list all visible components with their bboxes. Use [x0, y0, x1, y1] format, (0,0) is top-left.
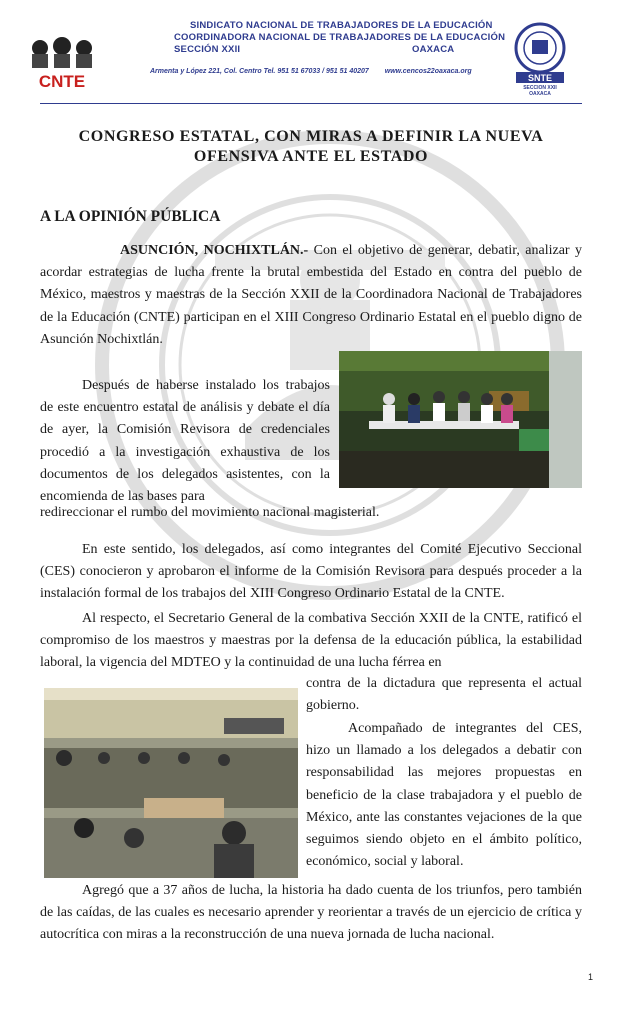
cnte-logo-text: CNTE — [38, 72, 86, 90]
document-title: CONGRESO ESTATAL, CON MIRAS A DEFINIR LA NUEVA OFENSIVA ANTE EL ESTADO — [78, 128, 544, 165]
section-label: SECCIÓN XXII — [174, 44, 241, 55]
snte-seal-icon — [508, 22, 572, 96]
paragraph-2-text: Después de haberse instalado los trabajos de este encuentro estatal de análisis y debate el día de ayer, la Comisión Revisora de credenciales procedió a la investigación exhaustiva de los documentos de los delegados asistentes, con la encomienda de las bases para — [40, 378, 330, 505]
paragraph-3 — [40, 539, 582, 606]
paragraph-1-text: Con el objetivo de generar, debatir, analizar y acordar estrategias de lucha frente la brutal embestida del Estado en contra del pueblo de México, maestros y maestras de la Sección XXII de la Coordinadora Nacional de Trabajadores de la Educación (CNTE) participan en el XIII Congreso Ordinario Estatal en el pueblo digno de Asunción Nochixtlán. — [40, 243, 582, 347]
website-link[interactable]: www.cencos22oaxaca.org — [384, 68, 472, 75]
paragraph-4-continued: contra de la dictadura que representa el actual gobierno. — [306, 676, 582, 714]
paragraph-6-text: Agregó que a 37 años de lucha, la historia ha dado cuenta de los triunfos, pero también de las caídas, de las cuales es necesario aprender y reorientar a través de un ejercicio de crítica y autocrítica con miras a la reconstrucción de una nueva jornada de lucha nacional. — [40, 883, 582, 943]
snte-logo-sub1: SECCION XXII — [523, 85, 557, 91]
paragraph-2 — [40, 375, 330, 508]
paragraph-5-text: Acompañado de integrantes del CES, hizo un llamado a los delegados a debatir con responsabilidad las mejores propuestas en beneficio de la clase trabajadora y el pueblo de México, ante las constantes vejaciones de la que seguimos siendo objeto en el ámbito político, económico, social y laboral. — [306, 721, 582, 870]
paragraph-4 — [40, 608, 582, 675]
congress-table-photo — [339, 351, 582, 488]
salutation-heading: A LA OPINIÓN PÚBLICA — [40, 208, 221, 225]
contact-line — [150, 68, 472, 75]
org-line-3 — [174, 44, 474, 55]
cnte-logo-icon — [26, 34, 98, 90]
paragraph-6 — [40, 880, 582, 947]
snte-logo-sub2: OAXACA — [529, 91, 551, 96]
paragraph-2-continued: redireccionar el rumbo del movimiento nacional magisterial. — [40, 505, 380, 520]
org-line-1: SINDICATO NACIONAL DE TRABAJADORES DE LA EDUCACIÓN — [190, 20, 493, 31]
page-number: 1 — [588, 972, 594, 982]
delegates-hall-photo — [44, 688, 298, 878]
paragraph-1 — [40, 240, 582, 351]
snte-logo-text: SNTE — [527, 73, 553, 83]
org-line-2: COORDINADORA NACIONAL DE TRABAJADORES DE LA EDUCACIÓN — [174, 32, 506, 43]
paragraph-5 — [306, 718, 582, 873]
paragraph-4-text: Al respecto, el Secretario General de la combativa Sección XXII de la CNTE, ratificó el compromiso de los maestros y maestras por la defensa de la educación pública, la estabilidad laboral, la vigencia del MDTEO y la continuidad de una lucha férrea en — [40, 611, 582, 671]
state-label: OAXACA — [412, 44, 455, 55]
dateline: ASUNCIÓN, NOCHIXTLÁN.- — [120, 243, 309, 258]
header-divider — [40, 103, 582, 104]
address-text: Armenta y López 221, Col. Centro Tel. 951 51 67033 / 951 51 40207 — [150, 68, 369, 75]
paragraph-3-text: En este sentido, los delegados, así como integrantes del Comité Ejecutivo Seccional (CES) conocieron y aprobaron el informe de la Comisión Revisora para después proceder a la instalación formal de los trabajos del XIII Congreso Ordinario Estatal de la CNTE. — [40, 542, 582, 602]
